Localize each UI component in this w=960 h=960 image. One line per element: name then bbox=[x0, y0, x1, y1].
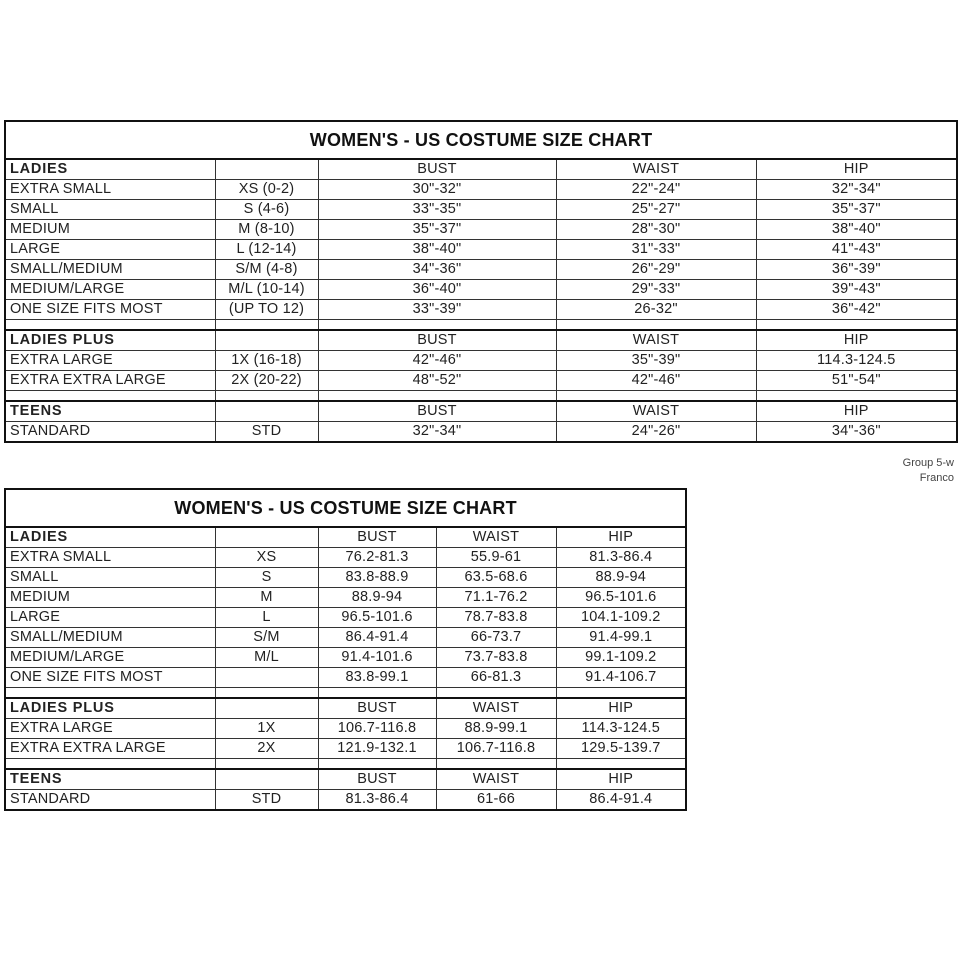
hip-value: 99.1-109.2 bbox=[556, 648, 686, 668]
bust-value: 36"-40" bbox=[318, 280, 556, 300]
spacer-cell bbox=[436, 759, 556, 770]
spacer-cell bbox=[318, 759, 436, 770]
waist-header: WAIST bbox=[556, 330, 756, 351]
section-header-row bbox=[5, 527, 686, 548]
hip-value: 35"-37" bbox=[756, 200, 957, 220]
size-name: EXTRA LARGE bbox=[5, 351, 215, 371]
size-code: L bbox=[215, 608, 318, 628]
size-code: 2X (20-22) bbox=[215, 371, 318, 391]
section-ladies-plus bbox=[5, 320, 957, 391]
size-code: S/M (4-8) bbox=[215, 260, 318, 280]
waist-value: 106.7-116.8 bbox=[436, 739, 556, 759]
section-header-row bbox=[5, 769, 686, 790]
bust-header: BUST bbox=[318, 769, 436, 790]
size-name: SMALL/MEDIUM bbox=[5, 260, 215, 280]
table-row bbox=[5, 260, 957, 280]
section-size-header bbox=[215, 769, 318, 790]
waist-value: 31"-33" bbox=[556, 240, 756, 260]
size-name: STANDARD bbox=[5, 790, 215, 811]
bust-value: 81.3-86.4 bbox=[318, 790, 436, 811]
section-ladies-plus bbox=[5, 688, 686, 759]
bust-header: BUST bbox=[318, 401, 556, 422]
section-label: LADIES PLUS bbox=[5, 330, 215, 351]
section-label: TEENS bbox=[5, 401, 215, 422]
bust-value: 96.5-101.6 bbox=[318, 608, 436, 628]
size-code: XS bbox=[215, 548, 318, 568]
bust-value: 33"-35" bbox=[318, 200, 556, 220]
hip-value: 51"-54" bbox=[756, 371, 957, 391]
spacer-cell bbox=[5, 391, 215, 402]
size-name: MEDIUM bbox=[5, 220, 215, 240]
bust-value: 30"-32" bbox=[318, 180, 556, 200]
size-code: L (12-14) bbox=[215, 240, 318, 260]
size-name: EXTRA EXTRA LARGE bbox=[5, 371, 215, 391]
section-ladies bbox=[5, 159, 957, 320]
hip-value: 88.9-94 bbox=[556, 568, 686, 588]
waist-value: 71.1-76.2 bbox=[436, 588, 556, 608]
chart-title: WOMEN'S - US COSTUME SIZE CHART bbox=[5, 121, 957, 159]
waist-value: 78.7-83.8 bbox=[436, 608, 556, 628]
bust-value: 48"-52" bbox=[318, 371, 556, 391]
waist-value: 35"-39" bbox=[556, 351, 756, 371]
table-row bbox=[5, 220, 957, 240]
waist-value: 61-66 bbox=[436, 790, 556, 811]
size-name: LARGE bbox=[5, 608, 215, 628]
hip-value: 41"-43" bbox=[756, 240, 957, 260]
hip-value: 91.4-106.7 bbox=[556, 668, 686, 688]
bust-value: 121.9-132.1 bbox=[318, 739, 436, 759]
table-row bbox=[5, 648, 686, 668]
us-size-chart-inches bbox=[4, 120, 958, 443]
size-name: EXTRA LARGE bbox=[5, 719, 215, 739]
table-row bbox=[5, 200, 957, 220]
hip-header: HIP bbox=[556, 769, 686, 790]
size-name: SMALL bbox=[5, 200, 215, 220]
waist-value: 26"-29" bbox=[556, 260, 756, 280]
waist-value: 25"-27" bbox=[556, 200, 756, 220]
table-row bbox=[5, 719, 686, 739]
hip-value: 32"-34" bbox=[756, 180, 957, 200]
section-label: TEENS bbox=[5, 769, 215, 790]
spacer-row bbox=[5, 759, 686, 770]
spacer-row bbox=[5, 688, 686, 699]
table-row bbox=[5, 588, 686, 608]
spacer-cell bbox=[556, 320, 756, 331]
hip-value: 38"-40" bbox=[756, 220, 957, 240]
table-row bbox=[5, 668, 686, 688]
section-size-header bbox=[215, 330, 318, 351]
credit-text bbox=[903, 456, 954, 486]
spacer-cell bbox=[756, 320, 957, 331]
size-code: 1X bbox=[215, 719, 318, 739]
table-row bbox=[5, 300, 957, 320]
table-row bbox=[5, 739, 686, 759]
waist-value: 55.9-61 bbox=[436, 548, 556, 568]
spacer-cell bbox=[318, 688, 436, 699]
spacer-cell bbox=[556, 688, 686, 699]
section-header-row bbox=[5, 330, 957, 351]
spacer-cell bbox=[5, 759, 215, 770]
waist-value: 29"-33" bbox=[556, 280, 756, 300]
waist-value: 88.9-99.1 bbox=[436, 719, 556, 739]
hip-value: 39"-43" bbox=[756, 280, 957, 300]
hip-header: HIP bbox=[756, 401, 957, 422]
bust-value: 88.9-94 bbox=[318, 588, 436, 608]
section-label: LADIES bbox=[5, 159, 215, 180]
size-code: S bbox=[215, 568, 318, 588]
hip-header: HIP bbox=[556, 698, 686, 719]
bust-value: 83.8-99.1 bbox=[318, 668, 436, 688]
hip-value: 36"-39" bbox=[756, 260, 957, 280]
size-code: (UP TO 12) bbox=[215, 300, 318, 320]
size-name: MEDIUM bbox=[5, 588, 215, 608]
bust-value: 33"-39" bbox=[318, 300, 556, 320]
waist-header: WAIST bbox=[556, 401, 756, 422]
table-row bbox=[5, 180, 957, 200]
spacer-cell bbox=[215, 688, 318, 699]
spacer-cell bbox=[756, 391, 957, 402]
bust-header: BUST bbox=[318, 330, 556, 351]
table-row bbox=[5, 280, 957, 300]
waist-value: 66-73.7 bbox=[436, 628, 556, 648]
section-size-header bbox=[215, 527, 318, 548]
section-header-row bbox=[5, 159, 957, 180]
size-code: M/L (10-14) bbox=[215, 280, 318, 300]
bust-value: 91.4-101.6 bbox=[318, 648, 436, 668]
bust-value: 38"-40" bbox=[318, 240, 556, 260]
size-code: S/M bbox=[215, 628, 318, 648]
size-code bbox=[215, 668, 318, 688]
us-size-chart-centimeters bbox=[4, 488, 687, 811]
credit-line: Group 5-w bbox=[902, 457, 954, 469]
waist-value: 26-32" bbox=[556, 300, 756, 320]
hip-value: 114.3-124.5 bbox=[756, 351, 957, 371]
bust-value: 86.4-91.4 bbox=[318, 628, 436, 648]
size-code: STD bbox=[215, 790, 318, 811]
spacer-row bbox=[5, 320, 957, 331]
table-row bbox=[5, 548, 686, 568]
waist-value: 28"-30" bbox=[556, 220, 756, 240]
spacer-cell bbox=[215, 320, 318, 331]
size-name: SMALL bbox=[5, 568, 215, 588]
bust-header: BUST bbox=[318, 527, 436, 548]
spacer-cell bbox=[215, 391, 318, 402]
hip-value: 91.4-99.1 bbox=[556, 628, 686, 648]
hip-header: HIP bbox=[756, 159, 957, 180]
size-code: 2X bbox=[215, 739, 318, 759]
bust-value: 34"-36" bbox=[318, 260, 556, 280]
waist-value: 73.7-83.8 bbox=[436, 648, 556, 668]
hip-value: 96.5-101.6 bbox=[556, 588, 686, 608]
size-code: M/L bbox=[215, 648, 318, 668]
hip-header: HIP bbox=[756, 330, 957, 351]
section-size-header bbox=[215, 159, 318, 180]
waist-value: 42"-46" bbox=[556, 371, 756, 391]
size-name: ONE SIZE FITS MOST bbox=[5, 668, 215, 688]
hip-value: 104.1-109.2 bbox=[556, 608, 686, 628]
table-row bbox=[5, 422, 957, 443]
bust-value: 76.2-81.3 bbox=[318, 548, 436, 568]
size-name: ONE SIZE FITS MOST bbox=[5, 300, 215, 320]
waist-value: 66-81.3 bbox=[436, 668, 556, 688]
size-name: MEDIUM/LARGE bbox=[5, 280, 215, 300]
hip-value: 36"-42" bbox=[756, 300, 957, 320]
size-name: STANDARD bbox=[5, 422, 215, 443]
waist-header: WAIST bbox=[556, 159, 756, 180]
size-name: SMALL/MEDIUM bbox=[5, 628, 215, 648]
section-ladies bbox=[5, 527, 686, 688]
size-name: EXTRA SMALL bbox=[5, 180, 215, 200]
hip-value: 34"-36" bbox=[756, 422, 957, 443]
size-name: LARGE bbox=[5, 240, 215, 260]
size-code: M (8-10) bbox=[215, 220, 318, 240]
size-name: EXTRA EXTRA LARGE bbox=[5, 739, 215, 759]
waist-value: 22"-24" bbox=[556, 180, 756, 200]
table-row bbox=[5, 790, 686, 811]
spacer-cell bbox=[556, 759, 686, 770]
hip-value: 86.4-91.4 bbox=[556, 790, 686, 811]
table-row bbox=[5, 628, 686, 648]
bust-value: 42"-46" bbox=[318, 351, 556, 371]
spacer-cell bbox=[436, 688, 556, 699]
waist-value: 24"-26" bbox=[556, 422, 756, 443]
credit-line: Franco bbox=[919, 472, 954, 484]
section-teens bbox=[5, 391, 957, 443]
size-name: EXTRA SMALL bbox=[5, 548, 215, 568]
section-teens bbox=[5, 759, 686, 811]
waist-value: 63.5-68.6 bbox=[436, 568, 556, 588]
section-label: LADIES bbox=[5, 527, 215, 548]
bust-value: 83.8-88.9 bbox=[318, 568, 436, 588]
size-code: S (4-6) bbox=[215, 200, 318, 220]
section-size-header bbox=[215, 698, 318, 719]
chart-title: WOMEN'S - US COSTUME SIZE CHART bbox=[5, 489, 686, 527]
bust-header: BUST bbox=[318, 159, 556, 180]
hip-value: 81.3-86.4 bbox=[556, 548, 686, 568]
size-code: XS (0-2) bbox=[215, 180, 318, 200]
hip-value: 129.5-139.7 bbox=[556, 739, 686, 759]
size-name: MEDIUM/LARGE bbox=[5, 648, 215, 668]
waist-header: WAIST bbox=[436, 698, 556, 719]
spacer-cell bbox=[5, 688, 215, 699]
spacer-cell bbox=[215, 759, 318, 770]
bust-value: 106.7-116.8 bbox=[318, 719, 436, 739]
hip-value: 114.3-124.5 bbox=[556, 719, 686, 739]
spacer-cell bbox=[318, 320, 556, 331]
section-header-row bbox=[5, 698, 686, 719]
waist-header: WAIST bbox=[436, 769, 556, 790]
table-row bbox=[5, 351, 957, 371]
spacer-cell bbox=[556, 391, 756, 402]
section-size-header bbox=[215, 401, 318, 422]
size-code: M bbox=[215, 588, 318, 608]
table-row bbox=[5, 608, 686, 628]
size-code: STD bbox=[215, 422, 318, 443]
spacer-cell bbox=[5, 320, 215, 331]
table-row bbox=[5, 240, 957, 260]
size-code: 1X (16-18) bbox=[215, 351, 318, 371]
bust-value: 35"-37" bbox=[318, 220, 556, 240]
spacer-cell bbox=[318, 391, 556, 402]
section-label: LADIES PLUS bbox=[5, 698, 215, 719]
table-row bbox=[5, 568, 686, 588]
waist-header: WAIST bbox=[436, 527, 556, 548]
bust-value: 32"-34" bbox=[318, 422, 556, 443]
section-header-row bbox=[5, 401, 957, 422]
hip-header: HIP bbox=[556, 527, 686, 548]
table-row bbox=[5, 371, 957, 391]
spacer-row bbox=[5, 391, 957, 402]
bust-header: BUST bbox=[318, 698, 436, 719]
